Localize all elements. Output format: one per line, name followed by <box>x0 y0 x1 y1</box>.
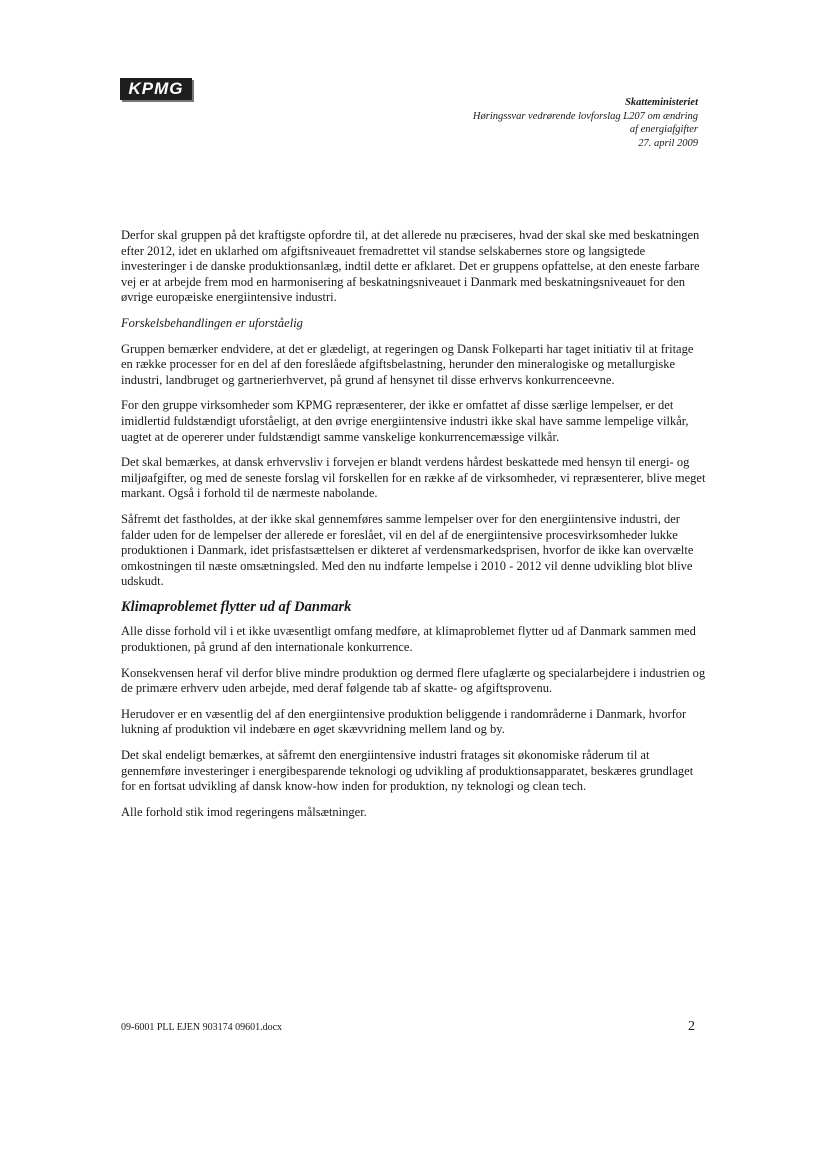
paragraph: For den gruppe virksomheder som KPMG repræsenterer, der ikke er omfattet af disse særlige lempelser, er det imidlertid fuldstændigt uforståeligt, at den øvrige energiintensive industri ikke skal have samme lempelige vilkår, uagtet at de opererer under fuldstændigt samme vanskelige konkurrencemæssige vilkår. <box>121 398 689 444</box>
subheading: Forskelsbehandlingen er uforståelig <box>121 315 303 330</box>
kpmg-logo: KPMG <box>120 78 192 100</box>
header-subject-line-1: Høringssvar vedrørende lovforslag L207 om ændring <box>472 110 698 122</box>
document-body <box>121 228 706 830</box>
page-number: 2 <box>688 1019 695 1034</box>
paragraph: Gruppen bemærker endvidere, at det er glædeligt, at regeringen og Dansk Folkeparti har taget initiativ til at fritage en række processer for en del af den foreslåede afgiftsbelastning, herunder den mineralogiske og metallurgiske industri, landbruget og gartnerierhvervet, på grund af hensynet til disse erhvervs konkurrenceevne. <box>121 341 694 387</box>
paragraph: Alle disse forhold vil i et ikke uvæsentligt omfang medføre, at klimaproblemet flytter ud af Danmark sammen med produktionen, på grund af den internationale konkurrence. <box>121 624 696 655</box>
paragraph: Det skal endeligt bemærkes, at såfremt den energiintensive industri fratages sit økonomiske råderum til at gennemføre investeringer i energibesparende teknologi og udvikling af produktionsapparatet, beskæres grundlaget for en fortsat udvikling af dansk know-how inden for produktion, ny teknologi og clean tech. <box>121 748 694 794</box>
footer-document-reference: 09-6001 PLL EJEN 903174 09601.docx <box>121 1022 283 1033</box>
header-org: Skatteministeriet <box>625 97 698 108</box>
paragraph: Alle forhold stik imod regeringens målsætninger. <box>121 804 367 819</box>
paragraph: Derfor skal gruppen på det kraftigste opfordre til, at det allerede nu præciseres, hvad der skal ske med beskatningen efter 2012, idet en uklarhed om afgiftsniveauet fremadrettet vil standse selskabernes store og langsigtede investeringer i de danske produktionsanlæg, indtil dette er afklaret. Det er gruppens opfattelse, at den eneste farbare vej er at arbejde frem mod en harmonisering af beskatningsniveauet i Danmark med beskatningsniveauet for den øvrige europæiske energiintensive industri. <box>121 228 700 305</box>
paragraph: Det skal bemærkes, at dansk erhvervsliv i forvejen er blandt verdens hårdest beskattede med hensyn til energi- og miljøafgifter, og med de seneste forslag vil forskellen for en række af de virksomheder, vi repræsenterer, blive meget markant. Også i forhold til de nærmeste nabolande. <box>121 455 706 501</box>
document-header <box>278 96 698 150</box>
header-date: 27. april 2009 <box>638 137 698 149</box>
paragraph: Herudover er en væsentlig del af den energiintensive produktion beliggende i randområderne i Danmark, hvorfor lukning af produktion vil indebære en øget skævvridning mellem land og by. <box>121 706 687 737</box>
paragraph: Såfremt det fastholdes, at der ikke skal gennemføres samme lempelser over for den energiintensive industri, der falder uden for de lempelser der allerede er foreslået, vil en del af de energiintensive procesvirksomheder lukke produktionen i Danmark, idet prisfastsættelsen er dikteret af verdensmarkedsprisen, hvorfor de ikke kan overvælte omkostningen til næste omsætningsled. Med den nu indførte lempelse i 2010 - 2012 vil denne udvikling blot blive udskudt. <box>121 511 694 589</box>
header-subject-line-2: af energiafgifter <box>629 124 698 135</box>
paragraph: Konsekvensen heraf vil derfor blive mindre produktion og dermed flere ufaglærte og specialarbejdere i industrien og de primære erhverv uden arbejde, med deraf følgende tab af skatte- og afgiftsprovenu. <box>121 665 706 696</box>
section-heading: Klimaproblemet flytter ud af Danmark <box>121 598 352 615</box>
